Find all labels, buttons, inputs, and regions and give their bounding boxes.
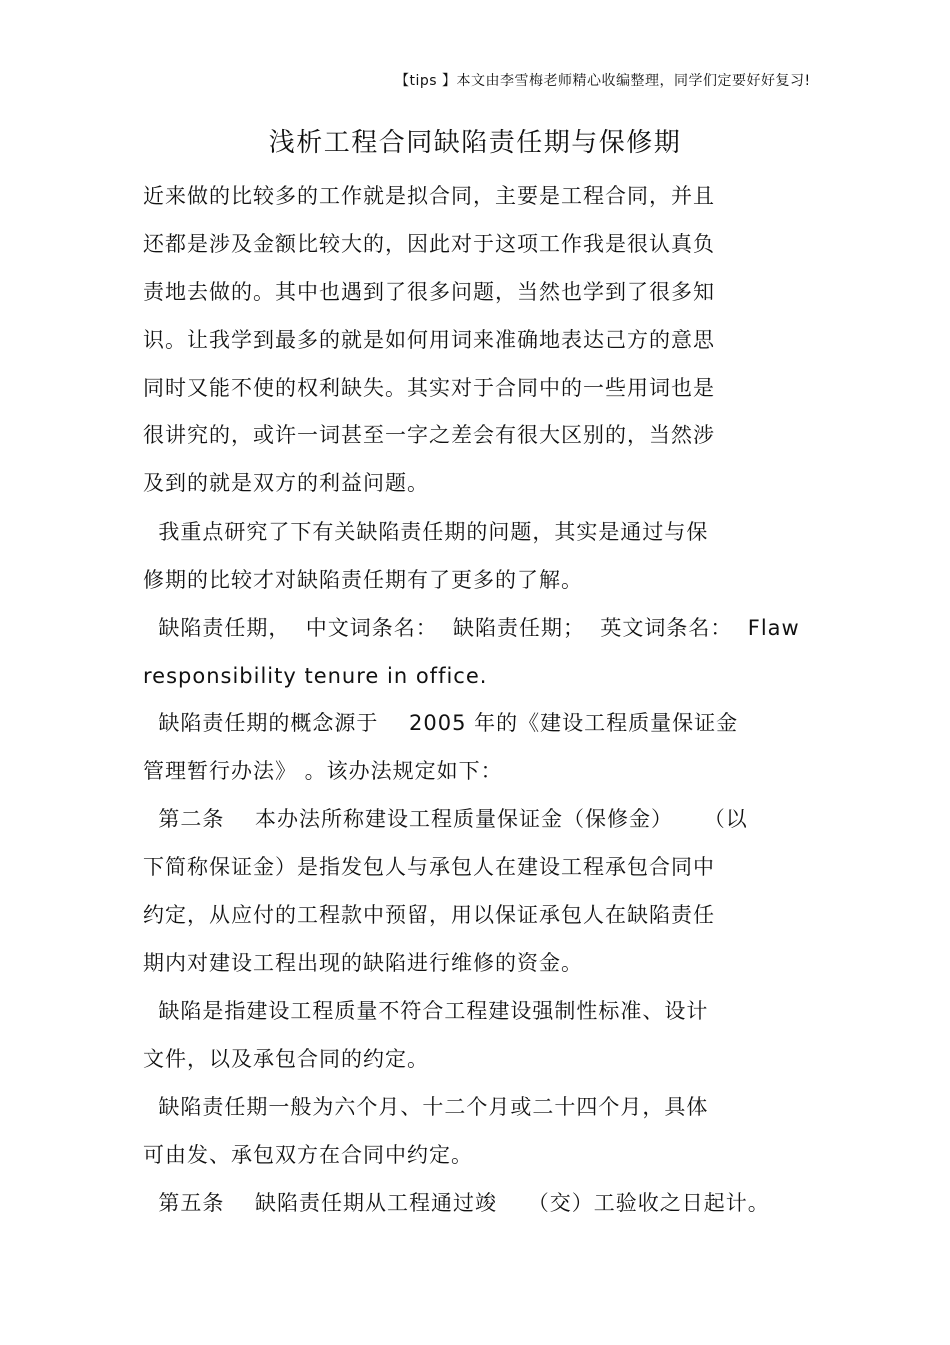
body-line: 很讲究的，或许一词甚至一字之差会有很大区别的，当然涉 <box>143 423 715 447</box>
body-line: 可由发、承包双方在合同中约定。 <box>143 1143 473 1167</box>
body-line: 管理暂行办法》 。该办法规定如下： <box>143 759 503 783</box>
body-line: 识。让我学到最多的就是如何用词来准确地表达己方的意思 <box>143 328 715 352</box>
body-line: 第五条 缺陷责任期从工程通过竣 （交）工验收之日起计。 <box>143 1191 770 1215</box>
body-line: responsibility tenure in office. <box>143 664 488 688</box>
body-line: 同时又能不使的权利缺失。其实对于合同中的一些用词也是 <box>143 376 715 400</box>
body-line: 下简称保证金）是指发包人与承包人在建设工程承包合同中 <box>143 855 715 879</box>
body-line: 近来做的比较多的工作就是拟合同，主要是工程合同，并且 <box>143 184 715 208</box>
body-line: 第二条 本办法所称建设工程质量保证金（保修金） （以 <box>143 807 748 831</box>
body-line: 缺陷责任期一般为六个月、十二个月或二十四个月，具体 <box>143 1095 709 1119</box>
body-line: 修期的比较才对缺陷责任期有了更多的了解。 <box>143 568 583 592</box>
body-line: 期内对建设工程出现的缺陷进行维修的资金。 <box>143 951 583 975</box>
tips-header: 【tips 】本文由李雪梅老师精心收编整理，同学们定要好好复习! <box>395 73 811 89</box>
body-line: 我重点研究了下有关缺陷责任期的问题，其实是通过与保 <box>143 520 709 544</box>
body-line: 缺陷责任期， 中文词条名： 缺陷责任期； 英文词条名： Flaw <box>143 616 800 640</box>
body-line: 责地去做的。其中也遇到了很多问题，当然也学到了很多知 <box>143 280 715 304</box>
body-line: 约定，从应付的工程款中预留，用以保证承包人在缺陷责任 <box>143 903 715 927</box>
body-line: 文件，以及承包合同的约定。 <box>143 1047 429 1071</box>
body-line: 及到的就是双方的利益问题。 <box>143 471 429 495</box>
body-line: 缺陷责任期的概念源于 2005 年的《建设工程质量保证金 <box>143 711 739 735</box>
body-line: 缺陷是指建设工程质量不符合工程建设强制性标准、设计 <box>143 999 709 1023</box>
page-title: 浅析工程合同缺陷责任期与保修期 <box>268 128 682 158</box>
body-line: 还都是涉及金额比较大的，因此对于这项工作我是很认真负 <box>143 232 715 256</box>
